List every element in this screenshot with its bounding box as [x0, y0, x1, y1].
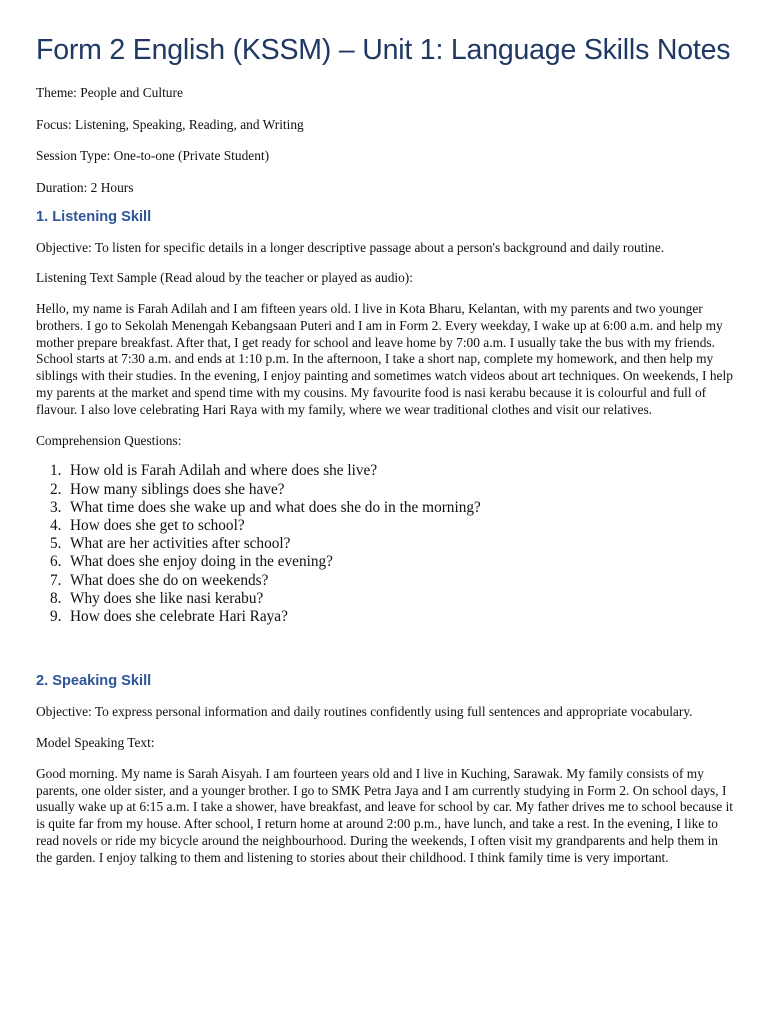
session-type-line: Session Type: One-to-one (Private Student): [36, 148, 270, 163]
question-item: [36, 590, 734, 608]
page-title: Form 2 English (KSSM) – Unit 1: Language Skills Notes: [36, 34, 731, 66]
question-number: 9.: [50, 608, 62, 626]
question-text: What are her activities after school?: [70, 535, 291, 553]
comprehension-label: Comprehension Questions:: [36, 432, 182, 448]
question-text: What does she enjoy doing in the evening?: [70, 553, 333, 571]
question-text: How old is Farah Adilah and where does she live?: [70, 462, 378, 480]
question-item: [36, 481, 734, 499]
speaking-passage: Good morning. My name is Sarah Aisyah. I am fourteen years old and I live in Kuching, Sarawak. My family consists of my parents, one older sister, and a younger brother. I go to SMK Petra Jaya and I am currently studying in Form 2. On school days, I usually wake up at 6:15 a.m. I take a shower, have breakfast, and leave for school by car. My father drives me to school because it is quite far from my house. After school, I return home at around 2:00 p.m., have lunch, and take a rest. In the evening, I like to read novels or ride my bicycle around the neighbourhood. During the weekends, I often visit my grandparents and help them in the garden. I enjoy talking to them and listening to stories about their childhood. I think family time is very important.: [36, 765, 734, 865]
question-number: 2.: [50, 480, 62, 498]
question-number: 5.: [50, 535, 62, 553]
question-number: 1.: [50, 462, 62, 480]
comprehension-question-list: [36, 462, 734, 626]
listening-heading: 1. Listening Skill: [36, 208, 152, 225]
question-text: What does she do on weekends?: [70, 571, 269, 589]
focus-line: Focus: Listening, Speaking, Reading, and Writing: [36, 116, 304, 132]
question-item: [36, 517, 734, 535]
question-text: How does she get to school?: [70, 517, 245, 535]
listening-sample-label: Listening Text Sample (Read aloud by the teacher or played as audio):: [36, 270, 413, 286]
question-text: How many siblings does she have?: [70, 480, 285, 498]
question-item: [36, 462, 734, 480]
listening-objective: Objective: To listen for specific details in a longer descriptive passage about a person's background and daily routine.: [36, 239, 665, 255]
speaking-heading: 2. Speaking Skill: [36, 673, 152, 690]
question-item: [36, 553, 734, 571]
question-number: 4.: [50, 517, 62, 535]
question-item: [36, 535, 734, 553]
question-item: [36, 572, 734, 590]
question-item: [36, 608, 734, 626]
question-text: What time does she wake up and what does she do in the morning?: [70, 498, 481, 516]
session-info: [36, 84, 734, 196]
listening-passage: Hello, my name is Farah Adilah and I am fifteen years old. I live in Kota Bharu, Kelantan, with my parents and two younger brothers. I go to Sekolah Menengah Kebangsaan Puteri and I am in Form 2. Every weekday, I wake up at 6:00 a.m. and help my mother prepare breakfast. After that, I get ready for school and leave home by 7:00 a.m. I usually take the bus with my friends. School starts at 7:30 a.m. and ends at 1:10 p.m. In the afternoon, I take a short nap, complete my homework, and then help my siblings with their studies. In the evening, I enjoy painting and sometimes watch videos about art techniques. On weekends, I help my parents at the market and spend time with my cousins. My favourite food is nasi kerabu because it is colourful and full of flavour. I also love celebrating Hari Raya with my family, where we wear traditional clothes and visit our relatives.: [36, 301, 733, 417]
question-number: 6.: [50, 553, 62, 571]
question-number: 8.: [50, 589, 62, 607]
question-number: 7.: [50, 571, 62, 589]
speaking-model-label: Model Speaking Text:: [36, 735, 155, 751]
question-number: 3.: [50, 498, 62, 516]
duration-line: Duration: 2 Hours: [36, 179, 134, 195]
question-text: Why does she like nasi kerabu?: [70, 589, 264, 607]
theme-line: Theme: People and Culture: [36, 85, 183, 100]
question-text: How does she celebrate Hari Raya?: [70, 608, 288, 626]
speaking-objective: Objective: To express personal information and daily routines confidently using full sentences and appropriate vocabulary.: [36, 704, 693, 720]
question-item: [36, 499, 734, 517]
